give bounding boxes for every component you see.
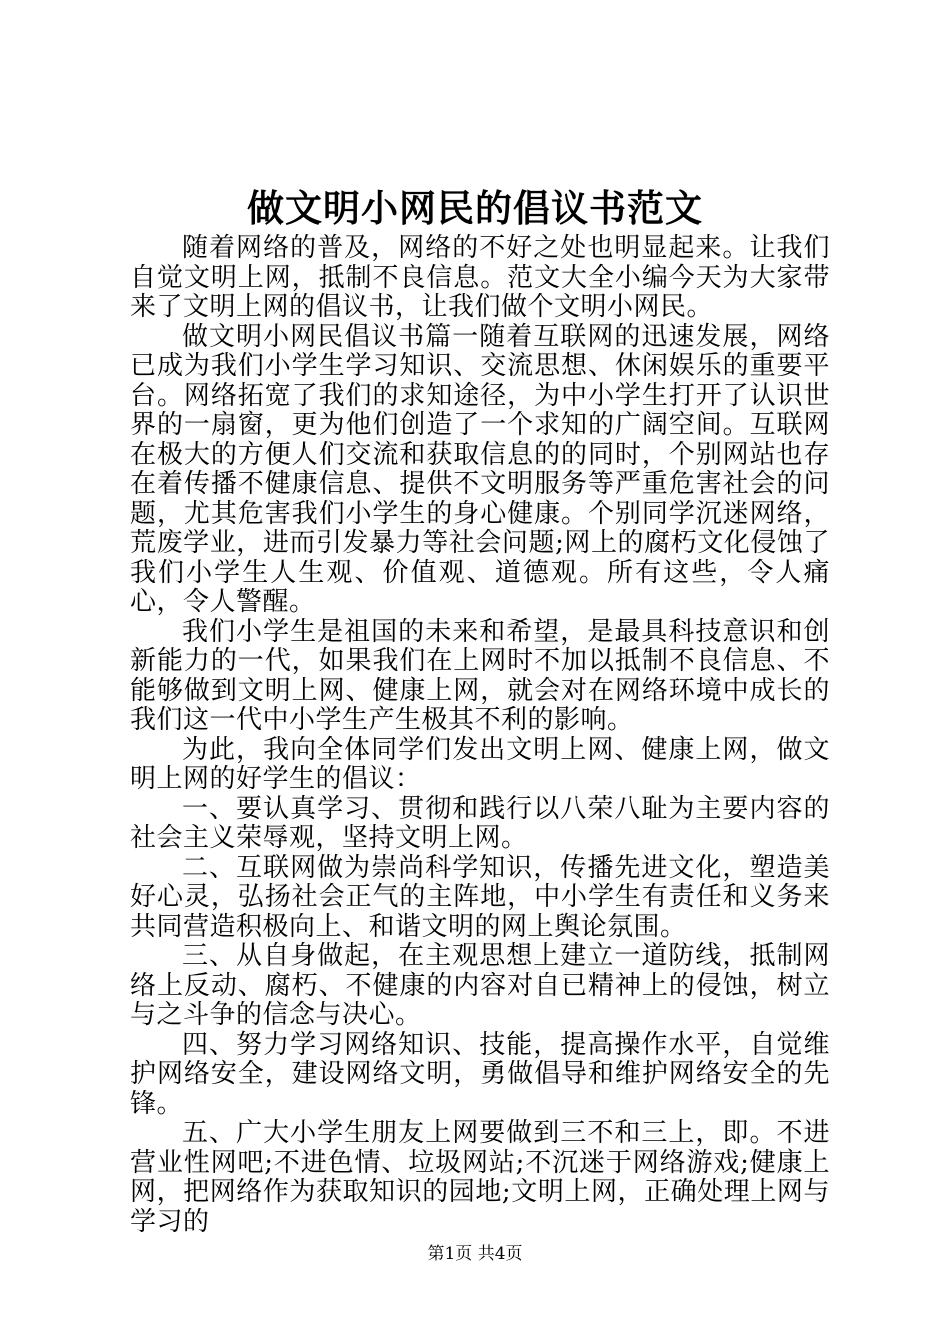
- paragraph-proposal-one: 做文明小网民倡议书篇一随着互联网的迅速发展，网络已成为我们小学生学习知识、交流思想、休闲娱乐的重要平台。网络拓宽了我们的求知途径，为中小学生打开了认识世界的一扇窗，更为他们创造了一个求知的广阔空间。互联网在极大的方便人们交流和获取信息的的同时，个别网站也存在着传播不健康信息、提供不文明服务等严重危害社会的问题，尤其危害我们小学生的身心健康。个别同学沉迷网络，荒废学业，进而引发暴力等社会问题;网上的腐朽文化侵蚀了我们小学生人生观、价值观、道德观。所有这些，令人痛心，令人警醒。: [130, 321, 830, 617]
- document-body: [130, 234, 830, 1237]
- paragraph-future-hope: 我们小学生是祖国的未来和希望，是最具科技意识和创新能力的一代，如果我们在上网时不加以抵制不良信息、不能够做到文明上网、健康上网，就会对在网络环境中成长的我们这一代中小学生产生极其不利的影响。: [130, 616, 830, 735]
- paragraph-point-two: 二、互联网做为崇尚科学知识，传播先进文化，塑造美好心灵，弘扬社会正气的主阵地，中小学生有责任和义务来共同营造积极向上、和谐文明的网上舆论氛围。: [130, 852, 830, 942]
- paragraph-point-five: 五、广大小学生朋友上网要做到三不和三上，即。不进营业性网吧;不进色情、垃圾网站;不沉迷于网络游戏;健康上网，把网络作为获取知识的园地;文明上网，正确处理上网与学习的: [130, 1118, 830, 1237]
- paragraph-intro: 随着网络的普及，网络的不好之处也明显起来。让我们自觉文明上网，抵制不良信息。范文大全小编今天为大家带来了文明上网的倡议书，让我们做个文明小网民。: [130, 233, 830, 322]
- page-number-footer: 第1页 共4页: [427, 1244, 523, 1264]
- paragraph-point-four: 四、努力学习网络知识、技能，提高操作水平，自觉维护网络安全，建设网络文明，勇做倡导和维护网络安全的先锋。: [130, 1029, 830, 1119]
- paragraph-call-to-action: 为此，我向全体同学们发出文明上网、健康上网，做文明上网的好学生的倡议：: [130, 734, 830, 794]
- paragraph-point-three: 三、从自身做起，在主观思想上建立一道防线，抵制网络上反动、腐朽、不健康的内容对自已精神上的侵蚀，树立与之斗争的信念与决心。: [130, 941, 830, 1030]
- paragraph-point-one: 一、要认真学习、贯彻和践行以八荣八耻为主要内容的社会主义荣辱观，坚持文明上网。: [130, 793, 830, 853]
- document-title: 做文明小网民的倡议书范文: [247, 186, 703, 230]
